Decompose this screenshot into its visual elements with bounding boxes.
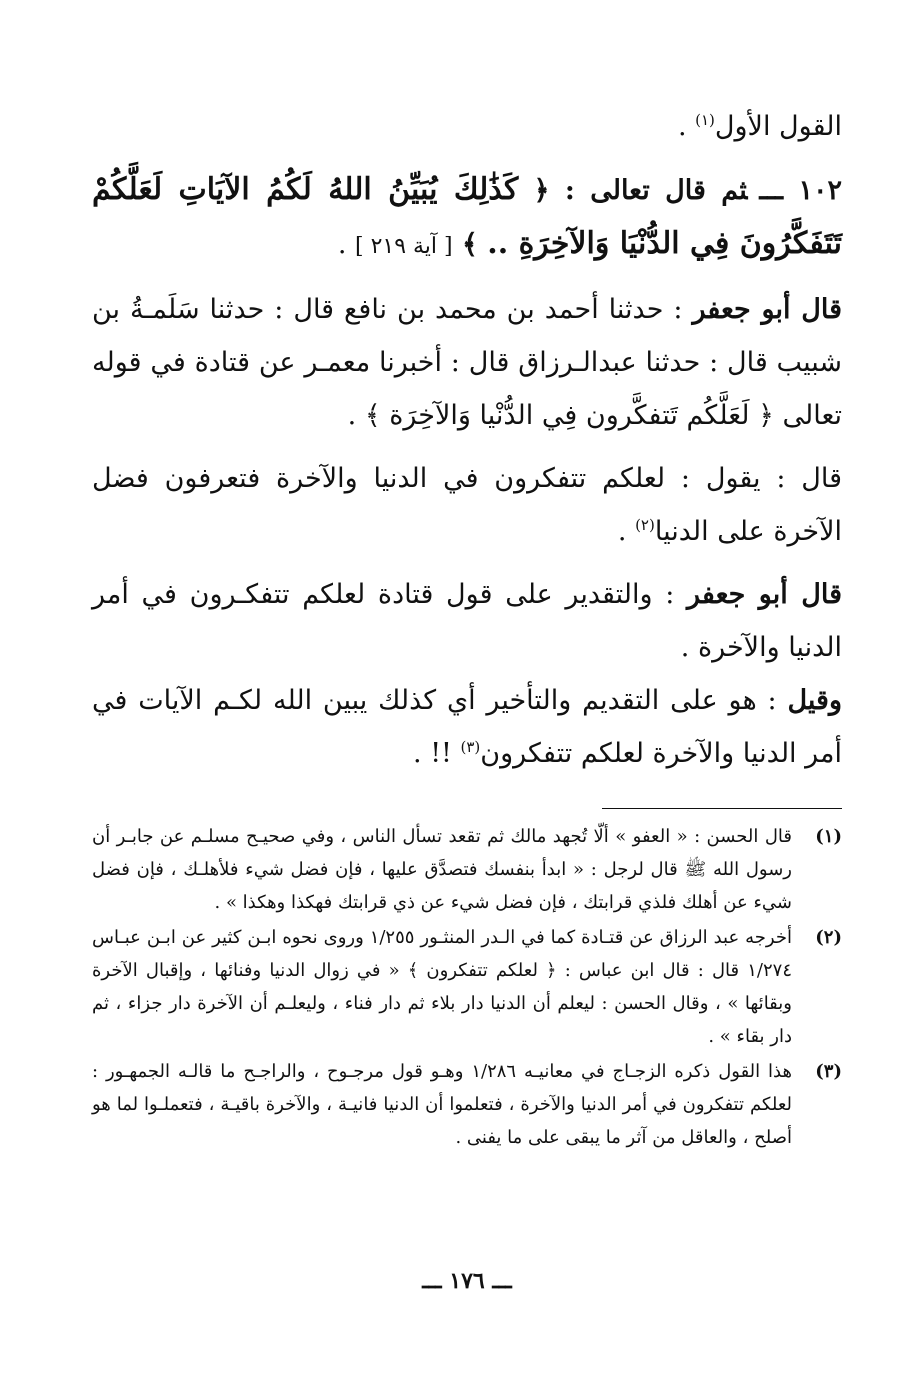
footnote-3 — [92, 1055, 842, 1154]
verse-close: ﴾ — [452, 229, 488, 260]
taqdir-text: : والتقدير على قول قتادة لعلكم تتفكـرون في أمر الدنيا والآخرة . — [92, 579, 842, 663]
isnad-paragraph — [92, 283, 842, 442]
qila-end: !! . — [413, 738, 461, 769]
footnote-number: (٢) — [815, 927, 842, 948]
verse-intro: ثم قال تعالى : ﴿ — [518, 175, 748, 206]
main-text — [92, 100, 842, 780]
opening-end: . — [677, 111, 696, 142]
verse-reference: [ آية ٢١٩ ] — [354, 234, 453, 259]
footnote-1 — [92, 820, 842, 919]
footnote-text: هذا القول ذكره الزجـاج في معانيـه ١/٢٨٦ وهـو قول مرجـوح ، والراجـح ما قالـه الجمهـور : لعلكم تتفكرون في أمر الدنيا والآخرة ، فتعلموا أن الدنيا فانيـة ، والآخرة باقيـة ، فتعملـوا لما هو أصلح ، والعاقل من آثر ما يبقى على ما يفنى . — [92, 1061, 792, 1148]
qila-paragraph — [92, 674, 842, 780]
speaker-qila: وقيل — [787, 685, 842, 716]
isnad-text: : حدثنا أحمد بن محمد بن نافع قال : حدثنا سَلَمـةُ بن شبيب قال : حدثنا عبدالـرزاق قال : أخبرنا معمـر عن قتادة في قوله تعالى ﴿ لَعَلَّكُم تَتفكَّرون فِي الدُّنْيا وَالآخِرَة ﴾ . — [92, 294, 842, 431]
taqdir-paragraph — [92, 568, 842, 674]
footnote-divider — [602, 808, 842, 809]
entry-number: ١٠٢ ـــ — [759, 175, 842, 206]
speaker-abu-jafar-2: قال أبو جعفر — [687, 579, 842, 610]
footnote-ref-1[interactable]: (١) — [695, 111, 715, 129]
footnote-number: (٣) — [815, 1061, 842, 1082]
footnote-ref-2[interactable]: (٢) — [635, 516, 655, 534]
qatada-text: قال : يقول : لعلكم تتفكرون في الدنيا والآخرة فتعرفون فضل الآخرة على الدنيا — [92, 463, 842, 547]
opening-line — [92, 100, 842, 153]
qatada-end: . — [617, 516, 636, 547]
page-number: ـــ ١٧٦ ـــ — [422, 1268, 512, 1294]
speaker-abu-jafar: قال أبو جعفر — [692, 294, 842, 325]
footnote-2 — [92, 921, 842, 1053]
footnote-text: أخرجه عبد الرزاق عن قتـادة كما في الـدر المنثـور ١/٢٥٥ وروى نحوه ابـن كثير عن ابـن عبـاس ١/٢٧٤ قال : قال ابن عباس : ﴿ لعلكم تتفكرون ﴾ « في زوال الدنيا وفنائها ، وإقبال الآخرة وبقائها » ، وقال الحسن : ليعلم أن الدنيا دار بلاء ثم دار فناء ، وليعلـم أن الآخرة دار جزاء ، ثم دار بقاء » . — [92, 927, 792, 1047]
qila-text: : هو على التقديم والتأخير أي كذلك يبين الله لكـم الآيات في أمر الدنيا والآخرة لعلكم تتفكرون — [92, 685, 842, 769]
verse-end: . — [337, 229, 355, 260]
footnote-ref-3[interactable]: (٣) — [460, 738, 481, 756]
footnote-text: قال الحسن : « العفو » ألّا تُجهد مالك ثم تقعد تسأل الناس ، وفي صحيـح مسلـم عن جابـر أن رسول الله ﷺ قال لرجل : « ابدأ بنفسك فتصدَّق عليها ، فإن فضل شيء فلأهلـك ، فإن فضل شيء عن أهلك فلذي قرابتك ، فإن فضل شيء عن ذي قرابتك فهكذا وهكذا » . — [92, 826, 792, 913]
footnote-number: (١) — [815, 826, 842, 847]
footnotes — [92, 820, 842, 1156]
qatada-paragraph — [92, 452, 842, 558]
quran-verse: كَذَٰلِكَ يُبَيِّنُ اللهُ لَكُمُ الآيَاتِ لَعَلَّكُمْ تَتَفَكَّرُونَ فِي الدُّنْيَا وَالآخِرَةِ .. — [92, 172, 842, 261]
page — [92, 100, 842, 1340]
verse-paragraph — [92, 163, 842, 273]
opening-text: القول الأول — [714, 111, 842, 142]
